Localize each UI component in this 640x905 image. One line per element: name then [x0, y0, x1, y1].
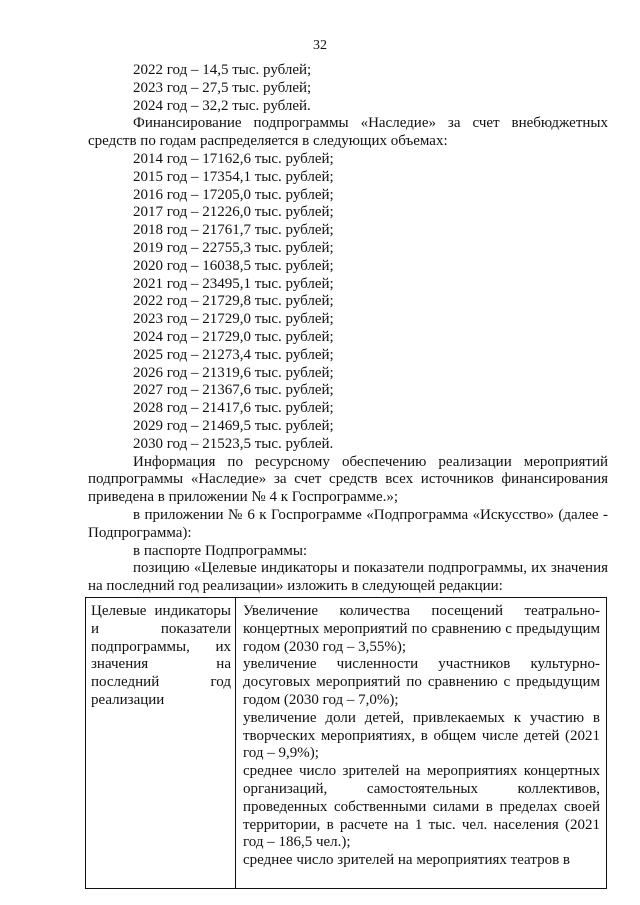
year-item-2027: 2027 год – 21367,6 тыс. рублей; — [133, 382, 334, 399]
funding-intro-line2: средств по годам распределяется в следующих объемах: — [88, 133, 448, 150]
left-cell-line: Целевые индикаторы — [91, 603, 231, 619]
left-cell-line: последний год — [91, 674, 231, 691]
indicator-item: увеличение доли детей, привлекаемых к участию в творческих мероприятиях, в общем числе детей (2021 год – 9,9%); — [243, 709, 600, 762]
left-cell-line: значения на — [91, 656, 231, 673]
year-item-2028: 2028 год – 21417,6 тыс. рублей; — [133, 400, 334, 417]
resource-info-paragraph: Информация по ресурсному обеспечению реализации мероприятий подпрограммы «Наследие» за счет средств всех источников финансирования приведена в приложении № 4 к Госпрограмме.»; — [88, 453, 608, 506]
year-item-2020: 2020 год – 16038,5 тыс. рублей; — [133, 257, 334, 274]
left-cell-line: подпрограммы, их — [91, 638, 231, 655]
position-paragraph: позицию «Целевые индикаторы и показатели подпрограммы, их значения на последний год реализации» изложить в следующей редакции: — [88, 560, 608, 595]
indicator-item: Увеличение количества посещений театрально-концертных мероприятий по сравнению с предыдущим годом (2030 год – 3,55%); — [243, 603, 600, 655]
indicator-item: среднее число зрителей на мероприятиях театров в — [243, 852, 570, 869]
year-item-2021: 2021 год – 23495,1 тыс. рублей; — [133, 275, 334, 292]
table-left-cell — [86, 598, 236, 888]
table-right-cell — [237, 598, 606, 888]
document-body — [88, 62, 608, 596]
list-item-2022: 2022 год – 14,5 тыс. рублей; — [133, 62, 312, 78]
year-item-2017: 2017 год – 21226,0 тыс. рублей; — [133, 204, 334, 221]
year-item-2029: 2029 год – 21469,5 тыс. рублей; — [133, 417, 334, 434]
year-item-2023: 2023 год – 21729,0 тыс. рублей; — [133, 311, 334, 328]
year-item-2030: 2030 год – 21523,5 тыс. рублей. — [133, 435, 334, 452]
left-cell-line: и показатели — [91, 620, 231, 637]
list-item-2024: 2024 год – 32,2 тыс. рублей. — [133, 97, 311, 114]
left-cell-line: реализации — [91, 691, 165, 708]
year-item-2024: 2024 год – 21729,0 тыс. рублей; — [133, 328, 334, 345]
year-item-2019: 2019 год – 22755,3 тыс. рублей; — [133, 239, 334, 256]
appendix-6-paragraph: в приложении № 6 к Госпрограмме «Подпрограмма «Искусство» (далее - Подпрограмма): — [88, 506, 608, 541]
year-item-2014: 2014 год – 17162,6 тыс. рублей; — [133, 150, 334, 167]
year-item-2015: 2015 год – 17354,1 тыс. рублей; — [133, 168, 334, 185]
list-item-2023: 2023 год – 27,5 тыс. рублей; — [133, 79, 312, 96]
year-item-2018: 2018 год – 21761,7 тыс. рублей; — [133, 222, 334, 239]
passport-table — [85, 597, 607, 889]
year-item-2022: 2022 год – 21729,8 тыс. рублей; — [133, 293, 334, 310]
year-item-2025: 2025 год – 21273,4 тыс. рублей; — [133, 346, 334, 363]
indicator-item: увеличение численности участников культурно-досуговых мероприятий по сравнению с предыдущим годом (2030 год – 7,0%); — [243, 656, 600, 708]
page-number: 32 — [313, 38, 327, 53]
passport-intro-paragraph: в паспорте Подпрограммы: — [133, 542, 308, 559]
indicator-item: среднее число зрителей на мероприятиях концертных организаций, самостоятельных коллективов, проведенных собственными силами в пределах своей территории, в расчете на 1 тыс. чел. населения (2021 год – 186,5 чел.); — [243, 763, 600, 851]
year-item-2026: 2026 год – 21319,6 тыс. рублей; — [133, 364, 334, 381]
year-item-2016: 2016 год – 17205,0 тыс. рублей; — [133, 186, 334, 203]
funding-intro-line1: Финансирование подпрограммы «Наследие» за счет внебюджетных — [133, 115, 608, 132]
